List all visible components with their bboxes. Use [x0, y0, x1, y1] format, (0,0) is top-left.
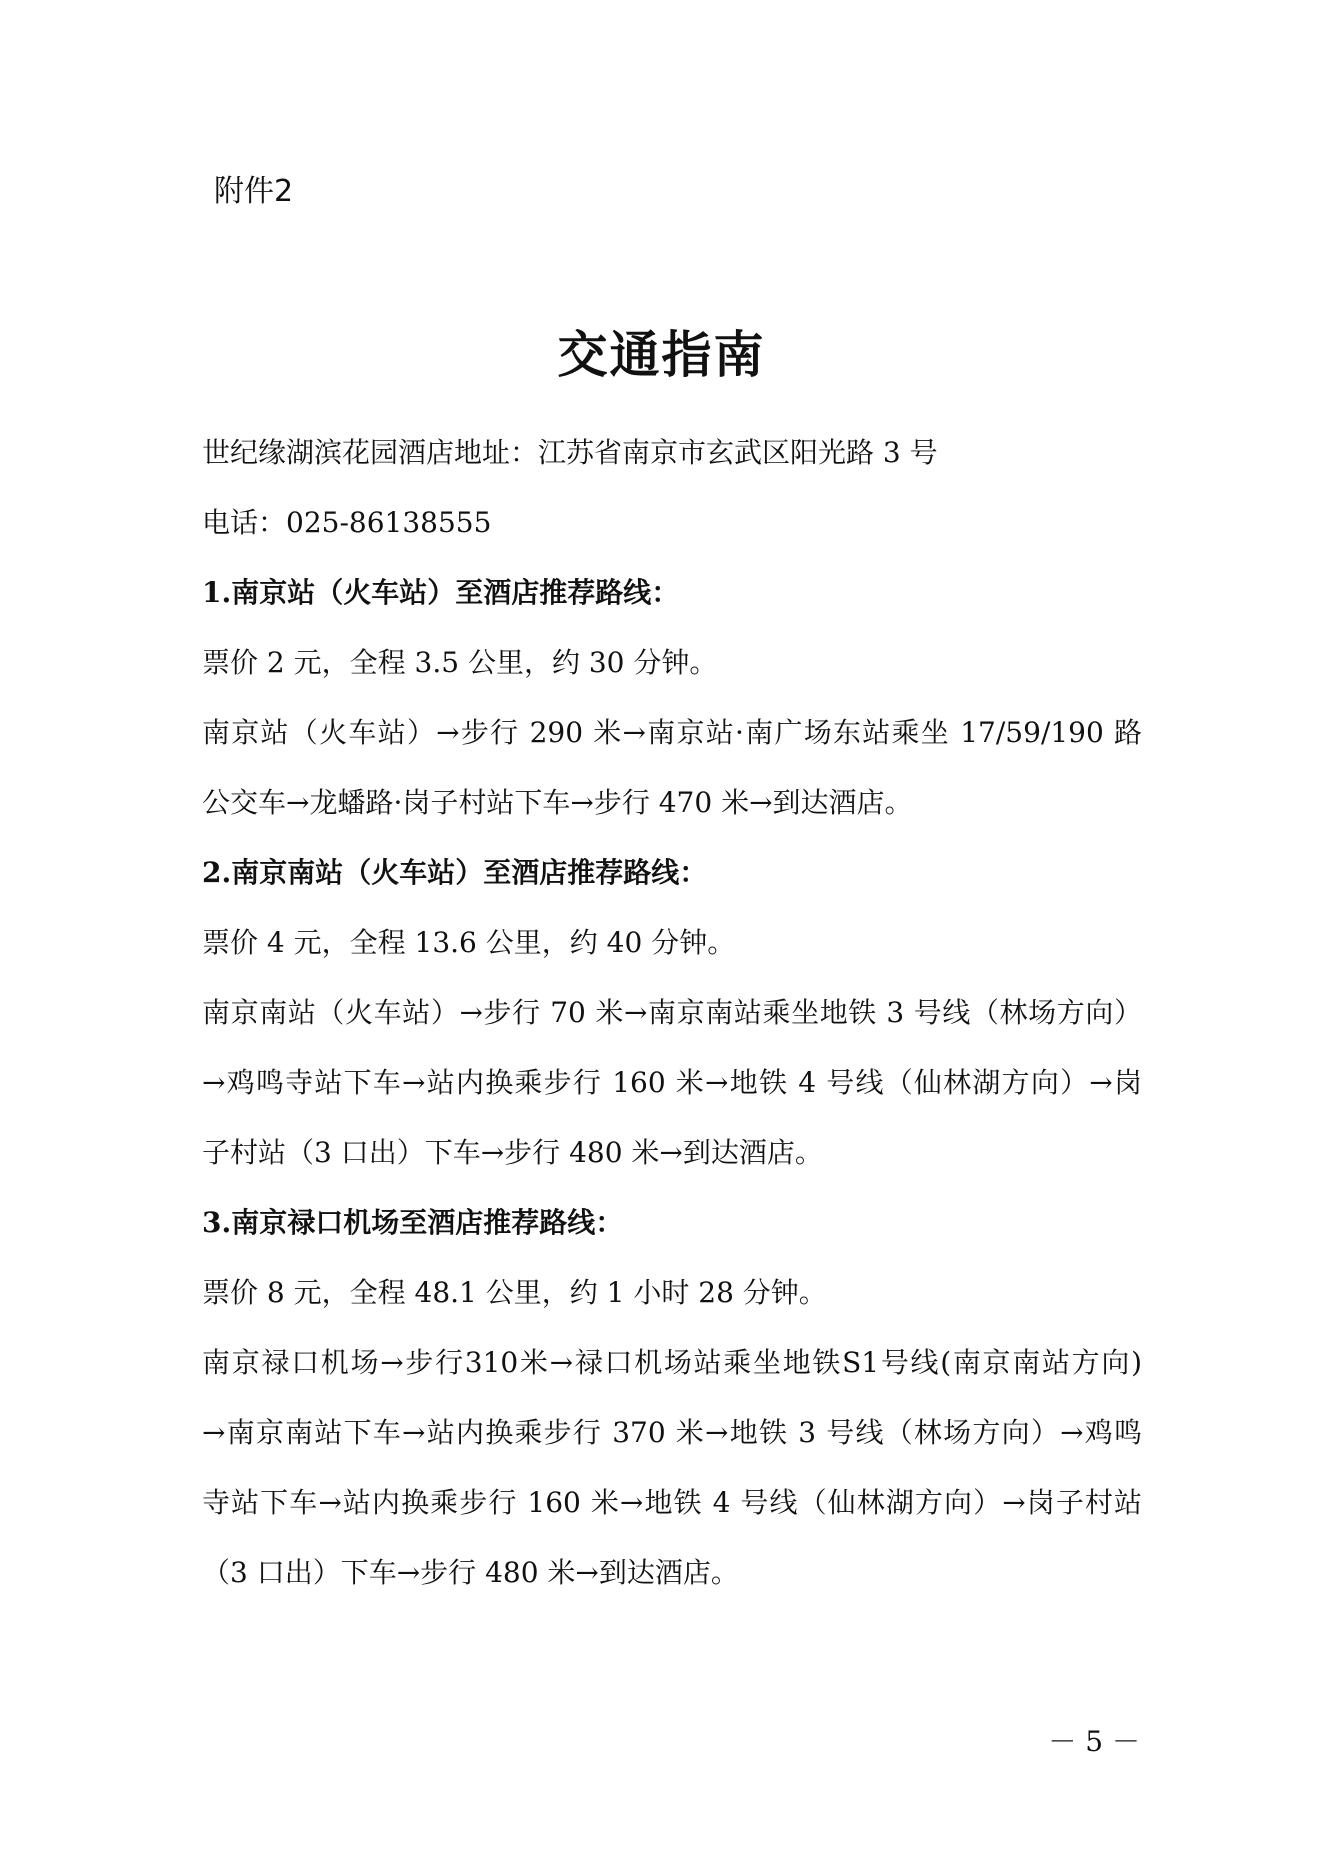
route-2-step-line: 南京南站（火车站）→步行 70 米→南京南站乘坐地铁 3 号线（林场方向） [202, 996, 1142, 1029]
page-number: － 5 － [1048, 1725, 1140, 1758]
route-3-heading: 3.南京禄口机场至酒店推荐路线： [202, 1206, 624, 1239]
route-2-summary: 票价 4 元，全程 13.6 公里，约 40 分钟。 [202, 926, 736, 959]
document-body [202, 418, 1142, 1608]
document-title: 交通指南 [557, 325, 766, 384]
route-3-step-line: 寺站下车→站内换乘步行 160 米→地铁 4 号线（仙林湖方向）→岗子村站 [202, 1486, 1142, 1519]
route-3-step-line: （3 口出）下车→步行 480 米→到达酒店。 [202, 1556, 739, 1589]
route-2-heading: 2.南京南站（火车站）至酒店推荐路线： [202, 856, 708, 889]
route-2-step-line: 子村站（3 口出）下车→步行 480 米→到达酒店。 [202, 1136, 823, 1169]
route-1-step-line: 南京站（火车站）→步行 290 米→南京站·南广场东站乘坐 17/59/190 路 [202, 716, 1142, 749]
attachment-label: 附件2 [214, 174, 294, 209]
hotel-phone: 电话：025-86138555 [202, 506, 492, 539]
route-3-step-line: 南京禄口机场→步行310米→禄口机场站乘坐地铁S1号线(南京南站方向) [202, 1346, 1142, 1379]
route-3-step-line: →南京南站下车→站内换乘步行 370 米→地铁 3 号线（林场方向）→鸡鸣 [202, 1416, 1142, 1449]
route-1-step-line: 公交车→龙蟠路·岗子村站下车→步行 470 米→到达酒店。 [202, 786, 913, 819]
hotel-address: 世纪缘湖滨花园酒店地址：江苏省南京市玄武区阳光路 3 号 [202, 436, 938, 469]
route-1-heading: 1.南京站（火车站）至酒店推荐路线： [202, 576, 680, 609]
route-2-step-line: →鸡鸣寺站下车→站内换乘步行 160 米→地铁 4 号线（仙林湖方向）→岗 [202, 1066, 1142, 1099]
route-3-summary: 票价 8 元，全程 48.1 公里，约 1 小时 28 分钟。 [202, 1276, 827, 1309]
route-1-summary: 票价 2 元，全程 3.5 公里，约 30 分钟。 [202, 646, 718, 679]
